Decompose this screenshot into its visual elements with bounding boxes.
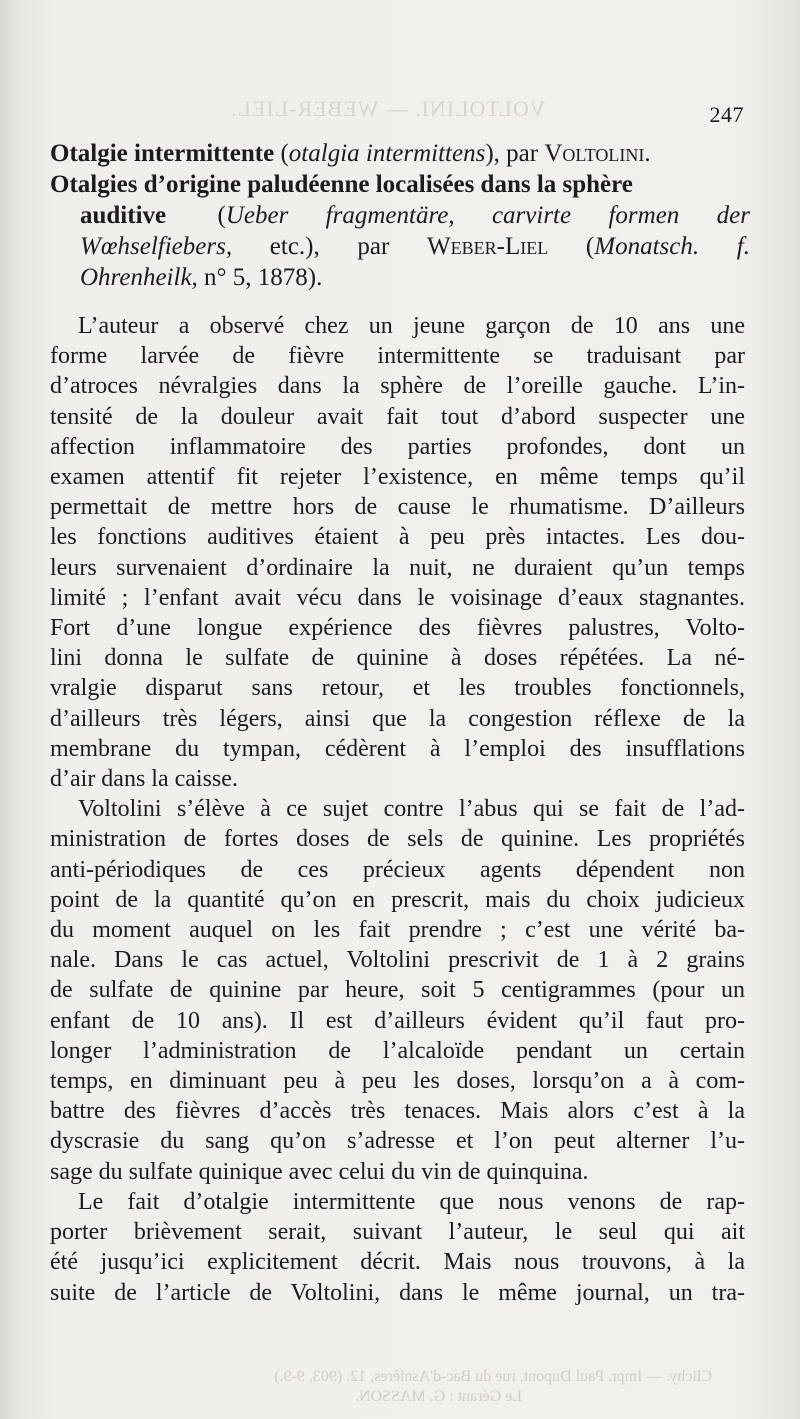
heading-journal-end: Ohrenheilk,: [80, 264, 198, 291]
body-line: dyscrasie du sang qu’on s’adresse et l’on peut alterner l’u-: [50, 1128, 745, 1155]
body-line: tensité de la douleur avait fait tout d’abord suspecter une: [50, 403, 745, 430]
heading-line-2: [50, 169, 750, 200]
body-line: temps, en diminuant peu à peu les doses, lorsqu’on a à com-: [50, 1068, 745, 1095]
article-heading: [50, 138, 750, 293]
heading-par: ), par: [485, 140, 545, 167]
heading-open-paren: (: [274, 140, 289, 167]
body-line: battre des fièvres d’accès très tenaces. Mais alors c’est à la: [50, 1098, 745, 1125]
body-line: forme larvée de fièvre intermittente se traduisant par: [50, 343, 745, 370]
heading-etc-par: etc.), par: [232, 233, 428, 260]
body-line: L’auteur a observé chez un jeune garçon de 10 ans une: [78, 313, 745, 339]
heading-title-2: Otalgies d’origine paludéenne localisées dans la sphère: [50, 171, 633, 198]
bleedthrough-header: VOLTOLINI. — WEBER-LIEL.: [230, 96, 546, 121]
body-line: longer l’administration de l’alcaloïde pendant un certain: [50, 1037, 745, 1064]
heading-issue: n° 5, 1878).: [197, 264, 323, 291]
heading-open-paren-2: (: [217, 202, 226, 229]
body-line: enfant de 10 ans). Il est d’ailleurs évident qu’il faut pro-: [50, 1007, 745, 1034]
body-line: de sulfate de quinine par heure, soit 5 centigrammes (pour un: [50, 977, 745, 1004]
heading-title-3: auditive: [80, 202, 167, 229]
body-line: Fort d’une longue expérience des fièvres palustres, Volto-: [50, 615, 745, 642]
heading-line-5: [50, 262, 750, 293]
body-line: d’ailleurs très légers, ainsi que la congestion réflexe de la: [50, 705, 745, 732]
body-line: suite de l’article de Voltolini, dans le même journal, un tra-: [50, 1279, 745, 1306]
body-line: les fonctions auditives étaient à peu près intactes. Les dou-: [50, 524, 745, 551]
body-line: sage du sulfate quinique avec celui du vin de quinquina.: [50, 1158, 589, 1185]
heading-german-title: Ueber fragmentäre, carvirte formen der: [225, 202, 750, 229]
heading-line-4: [50, 231, 750, 262]
heading-journal: Monatsch. f.: [594, 233, 751, 260]
body-line: limité ; l’enfant avait vécu dans le voisinage d’eaux stagnantes.: [50, 584, 745, 611]
bleedthrough-footer: [92, 1367, 712, 1407]
heading-author-1: Voltolini.: [544, 140, 651, 167]
heading-title-1: Otalgie intermittente: [50, 140, 275, 167]
body-line: point de la quantité qu’on en prescrit, mais du choix judicieux: [50, 886, 745, 913]
body-line: permettait de mettre hors de cause le rhumatisme. D’ailleurs: [50, 494, 745, 521]
heading-latin-title: otalgia intermittens: [288, 140, 486, 167]
heading-author-2: Weber-Liel: [427, 233, 549, 260]
bleedthrough-footer-line-2: Le Gérant : G. MASSON.: [354, 1388, 522, 1405]
body-line: Voltolini s’élève à ce sujet contre l’abus qui se fait de l’ad-: [78, 796, 745, 823]
body-line: examen attentif fit rejeter l’existence, en même temps qu’il: [50, 464, 745, 491]
body-line: affection inflammatoire des parties profondes, dont un: [50, 433, 745, 460]
body-line: été jusqu’ici explicitement décrit. Mais nous trouvons, à la: [50, 1249, 745, 1276]
body-line: vralgie disparut sans retour, et les troubles fonctionnels,: [50, 675, 745, 702]
body-line: lini donna le sulfate de quinine à doses répétées. La né-: [50, 645, 745, 672]
body-line: nale. Dans le cas actuel, Voltolini prescrivit de 1 à 2 grains: [50, 947, 745, 974]
heading-line-3: [50, 200, 750, 231]
body-line: porter brièvement serait, suivant l’auteur, le seul qui ait: [50, 1219, 745, 1246]
heading-german-title-end: Wœhselfiebers,: [80, 233, 233, 260]
article-body: [50, 311, 745, 1308]
heading-line-1: [50, 138, 750, 169]
page-number: 247: [709, 102, 744, 127]
body-line: d’air dans la caisse.: [50, 766, 238, 793]
heading-open-paren-3: (: [548, 233, 595, 260]
body-line: Le fait d’otalgie intermittente que nous venons de rap-: [78, 1188, 745, 1215]
bleedthrough-footer-line-1: Clichy. — Impr. Paul Dupont, rue du Bac-d'Asnières, 12. (903, 9-9.): [274, 1368, 712, 1385]
body-line: d’atroces névralgies dans la sphère de l’oreille gauche. L’in-: [50, 373, 745, 400]
body-line: ministration de fortes doses de sels de quinine. Les propriétés: [50, 826, 745, 853]
body-line: leurs survenaient d’ordinaire la nuit, ne duraient qu’un temps: [50, 554, 745, 581]
body-line: membrane du tympan, cédèrent à l’emploi des insufflations: [50, 735, 745, 762]
body-line: anti-périodiques de ces précieux agents dépendent non: [50, 856, 745, 883]
body-line: du moment auquel on les fait prendre ; c’est une vérité ba-: [50, 917, 745, 944]
